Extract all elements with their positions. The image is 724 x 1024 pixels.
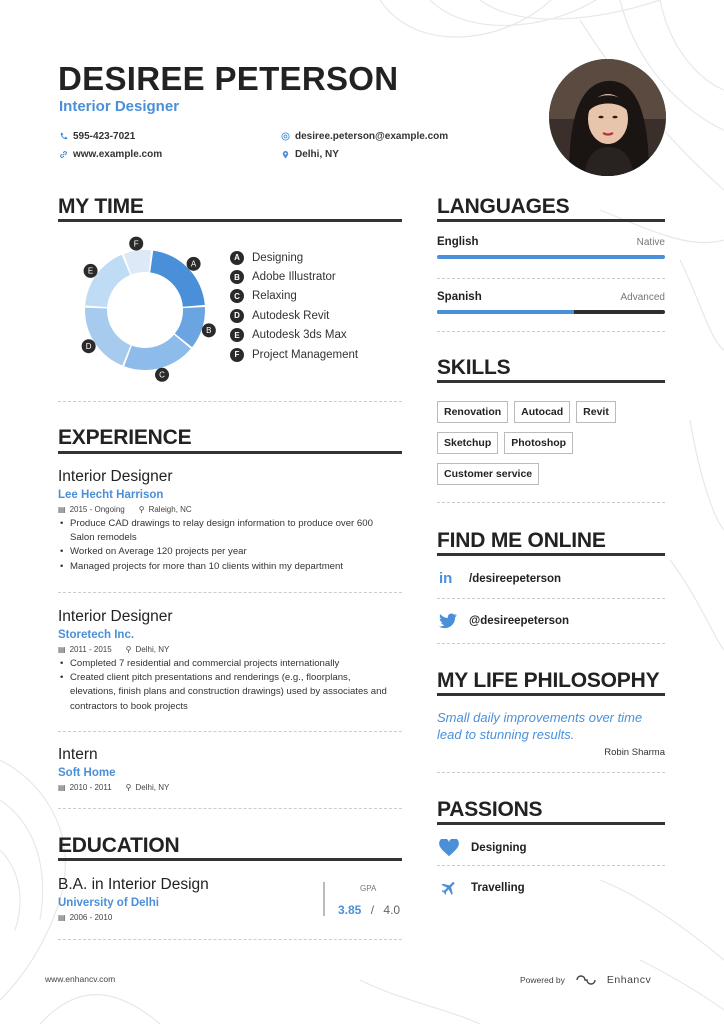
legend-badge: F	[230, 348, 244, 362]
donut-slice	[85, 308, 131, 366]
section-rule	[58, 451, 402, 454]
school-name[interactable]: University of Delhi	[58, 897, 159, 909]
full-name: DESIREE PETERSON	[58, 60, 399, 97]
job-title: Interior Designer	[58, 468, 173, 485]
gpa-value	[338, 903, 400, 917]
section-rule	[58, 219, 402, 222]
job-bullets	[58, 517, 398, 574]
section-rule	[437, 219, 665, 222]
passions-title: PASSIONS	[437, 798, 543, 821]
donut-slice-letter: C	[159, 370, 165, 380]
calendar-icon: ▤	[58, 505, 66, 514]
legend-item	[230, 306, 358, 325]
my-time-title: MY TIME	[58, 195, 144, 218]
phone-icon	[59, 132, 68, 141]
location-pin-icon: ⚲	[125, 645, 132, 654]
section-divider	[437, 772, 665, 773]
section-divider	[58, 939, 402, 940]
entry-divider	[58, 731, 402, 732]
job-dates: 2011 - 2015	[69, 645, 112, 654]
language-name: English	[437, 236, 479, 248]
section-divider	[58, 401, 402, 402]
section-rule	[437, 380, 665, 383]
philosophy-title: MY LIFE PHILOSOPHY	[437, 669, 660, 692]
job-bullet: • Worked on Average 120 projects per year	[58, 545, 398, 559]
legend-item	[230, 326, 358, 345]
degree: B.A. in Interior Design	[58, 876, 209, 893]
legend-item	[230, 267, 358, 286]
section-rule	[437, 553, 665, 556]
email-text[interactable]: desiree.peterson@example.com	[295, 131, 449, 142]
donut-slice-letter: E	[87, 266, 94, 276]
section-rule	[437, 693, 665, 696]
entry-divider	[437, 278, 665, 279]
skill-tag: Customer service	[437, 463, 539, 485]
languages-title: LANGUAGES	[437, 195, 570, 218]
calendar-icon: ▤	[58, 645, 66, 654]
job-title: Interior Designer	[58, 608, 173, 625]
job-location: Delhi, NY	[135, 783, 170, 792]
legend-label: Autodesk Revit	[252, 309, 330, 322]
job-entry	[58, 608, 402, 714]
twitter-icon	[439, 613, 457, 629]
job-dates: 2010 - 2011	[69, 783, 112, 792]
heart-icon	[439, 839, 459, 857]
skill-tag: Revit	[576, 401, 616, 423]
legend-badge: B	[230, 270, 244, 284]
powered-by-text: Powered by	[520, 975, 565, 985]
online-title: FIND ME ONLINE	[437, 529, 606, 552]
skill-tag: Autocad	[514, 401, 570, 423]
language-bar-fill	[437, 255, 665, 259]
gpa-separator: /	[370, 903, 375, 917]
legend-label: Adobe Illustrator	[252, 271, 336, 284]
section-divider	[437, 331, 665, 332]
language-level: Native	[636, 237, 665, 248]
job-location: Raleigh, NC	[148, 505, 192, 514]
passion-item	[439, 839, 527, 857]
twitter-link[interactable]	[439, 613, 569, 629]
link-icon	[59, 150, 68, 159]
gpa-score: 3.85	[338, 903, 362, 917]
section-rule	[437, 822, 665, 825]
language-spanish	[437, 291, 665, 314]
profile-photo	[549, 59, 666, 176]
company-name[interactable]: Soft Home	[58, 767, 116, 779]
company-name[interactable]: Lee Hecht Harrison	[58, 489, 164, 501]
legend-badge: C	[230, 289, 244, 303]
job-dates: 2015 - Ongoing	[69, 505, 125, 514]
calendar-icon: ▤	[58, 913, 66, 922]
time-legend	[230, 248, 358, 364]
donut-slice-letter: F	[133, 239, 139, 249]
section-divider	[58, 808, 402, 809]
legend-label: Relaxing	[252, 290, 297, 303]
philosophy-quote: Small daily improvements over time lead to stunning results.	[437, 710, 643, 742]
calendar-icon: ▤	[58, 783, 66, 792]
job-bullet: • Created client pitch presentations and renderings (e.g., floorplans, elevations, finish plans and construction drawings) used by associates and contractors to book projects	[58, 671, 398, 714]
plane-icon	[439, 879, 459, 897]
legend-item	[230, 248, 358, 267]
education-dates: 2006 - 2010	[69, 913, 113, 922]
website-text[interactable]: www.example.com	[73, 149, 163, 160]
website-contact	[59, 149, 162, 160]
skill-tag: Photoshop	[504, 432, 573, 454]
enhancv-logo-icon	[575, 974, 597, 986]
language-bar	[437, 255, 665, 259]
education-title: EDUCATION	[58, 834, 180, 857]
footer-powered	[520, 974, 651, 986]
job-bullet: • Managed projects for more than 10 clients within my department	[58, 560, 398, 574]
phone-contact	[59, 131, 135, 142]
job-bullet: • Completed 7 residential and commercial projects internationally	[58, 657, 398, 671]
language-level: Advanced	[620, 292, 665, 303]
time-donut-chart	[70, 235, 220, 385]
passion-label: Travelling	[471, 882, 525, 894]
passion-item	[439, 879, 525, 897]
skill-tag: Renovation	[437, 401, 508, 423]
donut-slice-letter: A	[190, 259, 197, 269]
section-divider	[437, 502, 665, 503]
section-rule	[58, 858, 402, 861]
entry-divider	[437, 598, 665, 599]
location-pin-icon: ⚲	[138, 505, 145, 514]
location-contact	[281, 149, 339, 160]
language-english	[437, 236, 665, 259]
phone-text[interactable]: 595-423-7021	[73, 131, 136, 142]
footer-site[interactable]: www.enhancv.com	[45, 974, 116, 984]
section-divider	[437, 643, 665, 644]
job-title: Intern	[58, 746, 98, 763]
job-role: Interior Designer	[59, 98, 180, 115]
gpa-max: 4.0	[383, 903, 401, 917]
legend-label: Designing	[252, 251, 304, 264]
legend-label: Project Management	[252, 348, 359, 361]
experience-title: EXPERIENCE	[58, 426, 192, 449]
location-pin-icon	[281, 150, 290, 159]
linkedin-handle[interactable]: /desireepeterson	[469, 572, 562, 585]
gpa-divider	[323, 882, 325, 916]
donut-slice	[85, 255, 130, 307]
entry-divider	[437, 865, 665, 866]
company-name[interactable]: Storetech Inc.	[58, 629, 135, 641]
skills-list	[437, 401, 667, 485]
job-bullets	[58, 657, 398, 714]
legend-badge: D	[230, 309, 244, 323]
twitter-handle[interactable]: @desireepeterson	[469, 615, 570, 627]
legend-item	[230, 287, 358, 306]
linkedin-link[interactable]	[439, 570, 561, 587]
legend-label: Autodesk 3ds Max	[252, 329, 347, 342]
legend-badge: E	[230, 328, 244, 342]
gpa-label: GPA	[360, 884, 377, 893]
job-entry	[58, 468, 402, 574]
donut-slice-letter: B	[206, 326, 212, 336]
enhancv-brand[interactable]: Enhancv	[606, 974, 652, 986]
location-text: Delhi, NY	[295, 149, 339, 160]
donut-slice	[124, 335, 191, 370]
passion-label: Designing	[471, 842, 527, 854]
skill-tag: Sketchup	[437, 432, 498, 454]
language-name: Spanish	[437, 291, 482, 303]
donut-slice-letter: D	[85, 342, 92, 352]
legend-badge: A	[230, 251, 244, 265]
quote-author: Robin Sharma	[604, 747, 665, 758]
job-entry	[58, 746, 402, 792]
location-pin-icon: ⚲	[125, 783, 132, 792]
skills-title: SKILLS	[437, 356, 511, 379]
education-entry	[58, 876, 318, 922]
job-bullet: • Produce CAD drawings to relay design information to produce over 600 Salon remodels	[58, 517, 398, 545]
language-bar-fill	[437, 310, 574, 314]
legend-item	[230, 345, 358, 364]
job-location: Delhi, NY	[135, 645, 170, 654]
email-contact	[281, 131, 448, 142]
language-bar	[437, 310, 665, 314]
linkedin-icon: in	[439, 570, 453, 587]
at-icon	[281, 132, 290, 141]
entry-divider	[58, 592, 402, 593]
